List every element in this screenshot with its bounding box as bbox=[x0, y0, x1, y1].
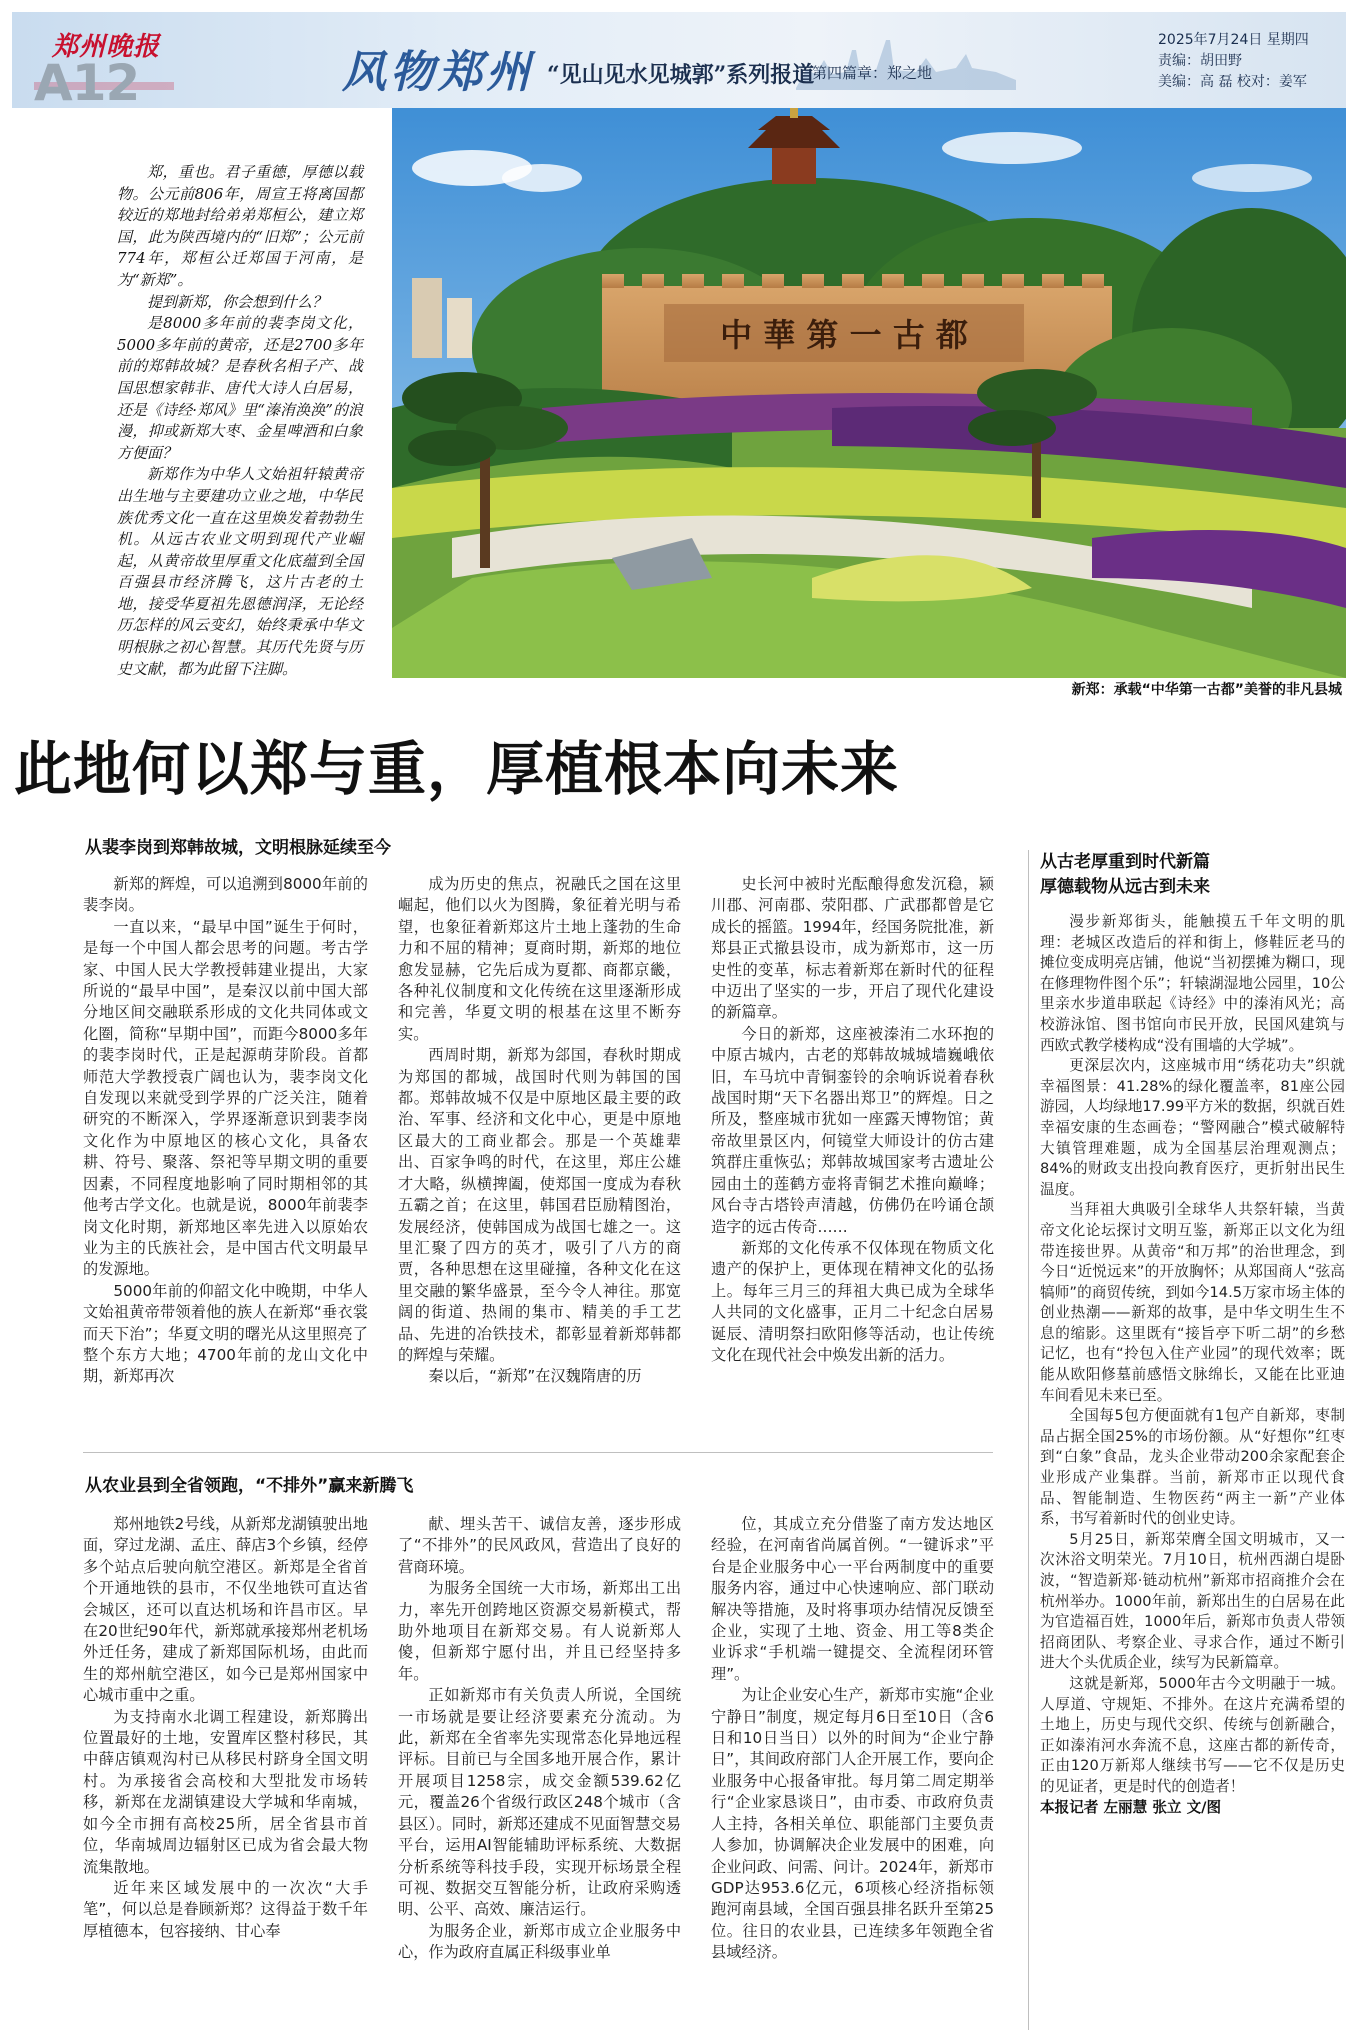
section2-subhead: 从农业县到全省领跑，“不排外”赢来新腾飞 bbox=[85, 1476, 414, 1496]
page-number: A12 bbox=[34, 54, 140, 108]
section1-column-2 bbox=[398, 874, 681, 1444]
body-paragraph: 正如新郑市有关负责人所说，全国统一市场就是要让经济要素充分流动。为此，新郑在全省率先实现常态化异地远程评标。目前已与全国多地开展合作，累计开展项目1258宗，成交金额539.62亿元，覆盖26个省级行政区248个城市（含县区）。同时，新郑还建成不见面智慧交易平台，运用AI智能辅助评标系统、大数据分析系统等科技手段，实现开标场景全程可视、数据交互智能分析，让政府采购透明、公平、高效、廉洁运行。 bbox=[398, 1686, 681, 1919]
intro-paragraph: 提到新郑，你会想到什么？ bbox=[147, 292, 328, 311]
intro-paragraph: 新郑作为中华人文始祖轩辕黄帝出生地与主要建功立业之地，中华民族优秀文化一直在这里焕发着勃勃生机。从远古农业文明到现代产业崛起，从黄帝故里厚重文化底蕴到全国百强县市经济腾飞，这片古老的土地，接受华夏祖先恩德润泽，无论经历怎样的风云变幻，始终秉承中华文明根脉之初心智慧。其历代先贤与历史文献，都为此留下注脚。 bbox=[117, 465, 363, 678]
body-paragraph: 为服务全国统一大市场，新郑出工出力，率先开创跨地区资源交易新模式，帮助外地项目在新郑交易。有人说新郑人傻，但新郑宁愿付出，并且已经坚持多年。 bbox=[398, 1579, 681, 1683]
wall-inscription: 中 華 第 一 古 都 bbox=[720, 316, 968, 354]
sidebar-subhead-line-2: 厚德载物从远古到未来 bbox=[1040, 877, 1210, 897]
body-paragraph: 为服务企业，新郑市成立企业服务中心，作为政府直属正科级事业单 bbox=[398, 1921, 681, 1962]
section2-column-1 bbox=[83, 1514, 368, 2032]
body-paragraph: 这就是新郑，5000年古今文明融于一城。人厚道、守规矩、不排外。在这片充满希望的土地上，历史与现代交织、传统与创新融合，正如溱洧河水奔流不息，这座古都的新传奇，正由120万新郑人继续书写——它不仅是历史的见证者，更是时代的创造者！ bbox=[1040, 1674, 1345, 1795]
photo-caption: 新郑：承载“中华第一古都”美誉的非凡县城 bbox=[1071, 682, 1342, 698]
art-editor-credit: 美编：高 磊 校对：姜军 bbox=[1158, 74, 1307, 90]
body-paragraph: 成为历史的焦点，祝融氏之国在这里崛起，他们以火为图腾，象征着光明与希望，也象征着新郑这片土地上蓬勃的生命力和不屈的精神；夏商时期，新郑的地位愈发显赫，它先后成为夏都、商都京畿，各种礼仪制度和文化传统在这里逐渐形成和完善，华夏文明的根基在这里不断夯实。 bbox=[398, 875, 681, 1043]
body-paragraph: 位，其成立充分借鉴了南方发达地区经验，在河南省尚属首例。“一键诉求”平台是企业服务中心一平台两制度中的重要服务内容，通过中心快速响应、部门联动解决等措施，及时将事项办结情况反馈至企业，实现了土地、资金、用工等8类企业诉求“手机端一键提交、全流程闭环管理”。 bbox=[711, 1515, 994, 1683]
section1-subhead: 从裴李岗到郑韩故城，文明根脉延续至今 bbox=[85, 838, 391, 858]
body-paragraph: 献、埋头苦干、诚信友善，逐步形成了“不排外”的民风政风，营造出了良好的营商环境。 bbox=[398, 1515, 681, 1576]
series-title: “见山见水见城郭”系列报道 bbox=[547, 62, 815, 88]
section-divider bbox=[83, 1452, 993, 1453]
body-paragraph: 为让企业安心生产，新郑市实施“企业宁静日”制度，规定每月6日至10日（含6日和10日当日）以外的时间为“企业宁静日”，其间政府部门人企开展工作，要向企业服务中心报备审批。每月第二周定期举行“企业家恳谈日”，由市委、市政府负责人主持，各相关单位、职能部门主要负责人参加，协调解决企业发展中的困难，向企业问政、问需、问计。2024年，新郑市GDP达953.6亿元，6项核心经济指标领跑河南县域，全国百强县排名跃升至第25位。往日的农业县，已连续多年领跑全省县域经济。 bbox=[711, 1686, 994, 1962]
intro-column bbox=[117, 162, 363, 680]
body-paragraph: 西周时期，新郑为郐国，春秋时期成为郑国的都城，战国时代则为韩国的国都。郑韩故城不仅是中原地区最主要的政治、军事、经济和文化中心，更是中原地区最大的工商业都会。那是一个英雄辈出、百家争鸣的时代，在这里，郑庄公雄才大略，纵横捭阖，使郑国一度成为春秋五霸之首；在这里，韩国君臣励精图治，发展经济，使韩国成为战国七雄之一。这里汇聚了四方的英才，吸引了八方的商贾，各种思想在这里碰撞，各种文化在这里交融的繁华盛景，至今令人神往。那宽阔的街道、热闹的集市、精美的手工艺品、先进的冶铁技术，都彰显着新郑韩都的辉煌与荣耀。 bbox=[398, 1046, 681, 1364]
main-photo bbox=[392, 108, 1346, 678]
section2-column-3 bbox=[711, 1514, 994, 2032]
body-paragraph: 5000年前的仰韶文化中晚期，中华人文始祖黄帝带领着他的族人在新郑“垂衣裳而天下治”；华夏文明的曙光从这里照亮了整个东方大地；4700年前的龙山文化中期，新郑再次 bbox=[83, 1281, 368, 1386]
sidebar-column bbox=[1040, 912, 1345, 2032]
body-paragraph: 一直以来，“最早中国”诞生于何时，是每一个中国人都会思考的问题。考古学家、中国人民大学教授韩建业提出，大家所说的“最早中国”，是秦汉以前中国大部分地区间交融联系形成的文化共同体或文化圈，简称“早期中国”，而距今8000多年的裴李岗时代，正是起源萌芽阶段。首都师范大学教授袁广阔也认为，裴李岗文化自发现以来就受到学界的广泛关注，随着研究的不断深入，学界逐渐意识到裴李岗文化作为中原地区的核心文化，具备农耕、符号、聚落、祭祀等早期文明的重要因素，不同程度地影响了同时期相邻的其他考古学文化。也就是说，8000年前裴李岗文化时期，新郑地区率先进入以原始农业为主的氏族社会，是中国古代文明最早的发源地。 bbox=[83, 917, 368, 1279]
photo-illustration bbox=[392, 108, 1346, 678]
editor-credit: 责编：胡田野 bbox=[1158, 53, 1242, 69]
intro-paragraph: 郑，重也。君子重德，厚德以载物。公元前806年，周宣王将离国都较近的郑地封给弟弟郑桓公，建立郑国，此为陕西境内的“旧郑”；公元前774年，郑桓公迁郑国于河南，是为“新郑”。 bbox=[117, 163, 363, 289]
body-paragraph: 史长河中被时光酝酿得愈发沉稳，颍川郡、河南郡、荥阳郡、广武郡都曾是它成长的摇篮。1994年，经国务院批准，新郑县正式撤县设市，成为新郑市，这一历史性的变革，标志着新郑在新时代的征程中迈出了坚实的一步，开启了现代化建设的新篇章。 bbox=[711, 875, 994, 1022]
article-headline: 此地何以郑与重，厚植根本向未来 bbox=[14, 735, 900, 803]
chapter-label: 第四篇章：郑之地 bbox=[812, 64, 933, 82]
body-paragraph: 当拜祖大典吸引全球华人共祭轩辕，当黄帝文化论坛探讨文明互鉴，新郑正以文化为纽带连接世界。从黄帝“和万邦”的治世理念，到今日“近悦远来”的开放胸怀；从郑国商人“弦高犒师”的商贸传统，到如今14.5万家市场主体的创业热潮——新郑的故事，是中华文明生生不息的缩影。这里既有“接旨亭下听二胡”的乡愁记忆，也有“拎包入住产业园”的现代效率；既能从欧阳修墓前感悟文脉绵长，又能在比亚迪车间看见未来已至。 bbox=[1040, 1201, 1345, 1404]
body-paragraph: 漫步新郑街头，能触摸五千年文明的肌理：老城区改造后的祥和街上，修鞋匠老马的摊位变成明亮店铺，他说“当初摆摊为糊口，现在修理物件图个乐”；轩辕湖湿地公园里，10公里亲水步道串联起《诗经》中的溱洧风光；高校游泳馆、图书馆向市民开放，民国风建筑与西欧式教学楼构成“没有围墙的大学城”。 bbox=[1040, 913, 1345, 1054]
newspaper-name: 郑州晚报 bbox=[52, 32, 161, 62]
section-title: 风物郑州 bbox=[342, 47, 534, 98]
body-paragraph: 郑州地铁2号线，从新郑龙湖镇驶出地面，穿过龙湖、孟庄、薛店3个乡镇，经停多个站点后驶向航空港区。新郑是全省首个开通地铁的县市，不仅坐地铁可直达省会城区，还可以直达机场和许昌市区。早在20世纪90年代，新郑就承接郑州老机场外迁任务，建成了新郑国际机场，由此而生的郑州航空港区，如今已是郑州国家中心城市重中之重。 bbox=[83, 1515, 368, 1705]
section1-column-1 bbox=[83, 874, 368, 1444]
author-byline: 本报记者 左丽慧 张立 文/图 bbox=[1040, 1798, 1222, 1816]
body-paragraph: 新郑的文化传承不仅体现在物质文化遗产的保护上，更体现在精神文化的弘扬上。每年三月三的拜祖大典已成为全球华人共同的文化盛事，正月二十纪念白居易诞辰、清明祭扫欧阳修等活动，也让传统文化在现代社会中焕发出新的活力。 bbox=[711, 1238, 994, 1364]
section1-column-3 bbox=[711, 874, 994, 1444]
body-paragraph: 新郑的辉煌，可以追溯到8000年前的裴李岗。 bbox=[83, 875, 368, 915]
body-paragraph: 秦以后，“新郑”在汉魏隋唐的历 bbox=[428, 1367, 642, 1386]
sidebar-subhead-line-1: 从古老厚重到时代新篇 bbox=[1040, 852, 1210, 872]
body-paragraph: 近年来区域发展中的一次次“大手笔”，何以总是眷顾新郑？这得益于数千年厚植德本，包容接纳、甘心奉 bbox=[83, 1878, 368, 1940]
body-paragraph: 全国每5包方便面就有1包产自新郑，枣制品占据全国25%的市场份额。从“好想你”红枣到“白象”食品，龙头企业带动200余家配套企业形成产业集群。当前，新郑市正以现代食品、智能制造、生物医药“两主一新”产业体系，书写着新时代的创业史诗。 bbox=[1040, 1407, 1345, 1528]
issue-meta bbox=[1158, 30, 1309, 93]
body-paragraph: 今日的新郑，这座被溱洧二水环抱的中原古城内，古老的郑韩故城城墙巍峨依旧，车马坑中青铜銮铃的余响诉说着春秋战国时期“天下名器出郑卫”的辉煌。日之所及，整座城市犹如一座露天博物馆；黄帝故里景区内，何镜堂大师设计的仿古建筑群庄重恢弘；郑韩故城国家考古遗址公园由土的莲鹤方壶将青铜艺术推向巅峰；风台寺古塔铃声清越，仿佛仍在吟诵仓颉造字的远古传奇…… bbox=[711, 1024, 994, 1236]
body-paragraph: 更深层次内，这座城市用“绣花功夫”织就幸福图景：41.28%的绿化覆盖率，81座公园游园，人均绿地17.99平方米的数据，织就百姓幸福安康的生态画卷；“警网融合”模式破解特大镇管理难题，成为全国基层治理观测点；84%的财政支出投向教育医疗，更折射出民生温度。 bbox=[1040, 1057, 1345, 1198]
section2-column-2 bbox=[398, 1514, 681, 2032]
body-paragraph: 为支持南水北调工程建设，新郑腾出位置最好的土地，安置库区整村移民，其中薛店镇观沟村已从移民村跻身全国文明村。为承接省会高校和大型批发市场转移，新郑在龙湖镇建设大学城和华南城，如今全市拥有高校25所，居全省县市首位，华南城周边辐射区已成为省会最大物流集散地。 bbox=[83, 1707, 368, 1876]
page-header-banner bbox=[12, 12, 1346, 108]
sidebar-divider bbox=[1028, 850, 1029, 2030]
body-paragraph: 5月25日，新郑荣膺全国文明城市，又一次沐浴文明荣光。7月10日，杭州西湖白堤卧波，“智造新郑·链动杭州”新郑市招商推介会在杭州举办。1000年前，新郑出生的白居易在此为官造福百姓，1000年后，新郑市负责人带领招商团队、考察企业、寻求合作，通过不断引进大个头优质企业，续写为民新篇章。 bbox=[1040, 1530, 1345, 1672]
intro-paragraph: 是8000多年前的裴李岗文化，5000多年前的黄帝，还是2700多年前的郑韩故城？是春秋名相子产、战国思想家韩非、唐代大诗人白居易，还是《诗经·郑风》里“溱洧涣涣”的浪漫，抑或新郑大枣、金星啤酒和白象方便面？ bbox=[117, 314, 363, 462]
issue-date: 2025年7月24日 星期四 bbox=[1158, 32, 1309, 48]
